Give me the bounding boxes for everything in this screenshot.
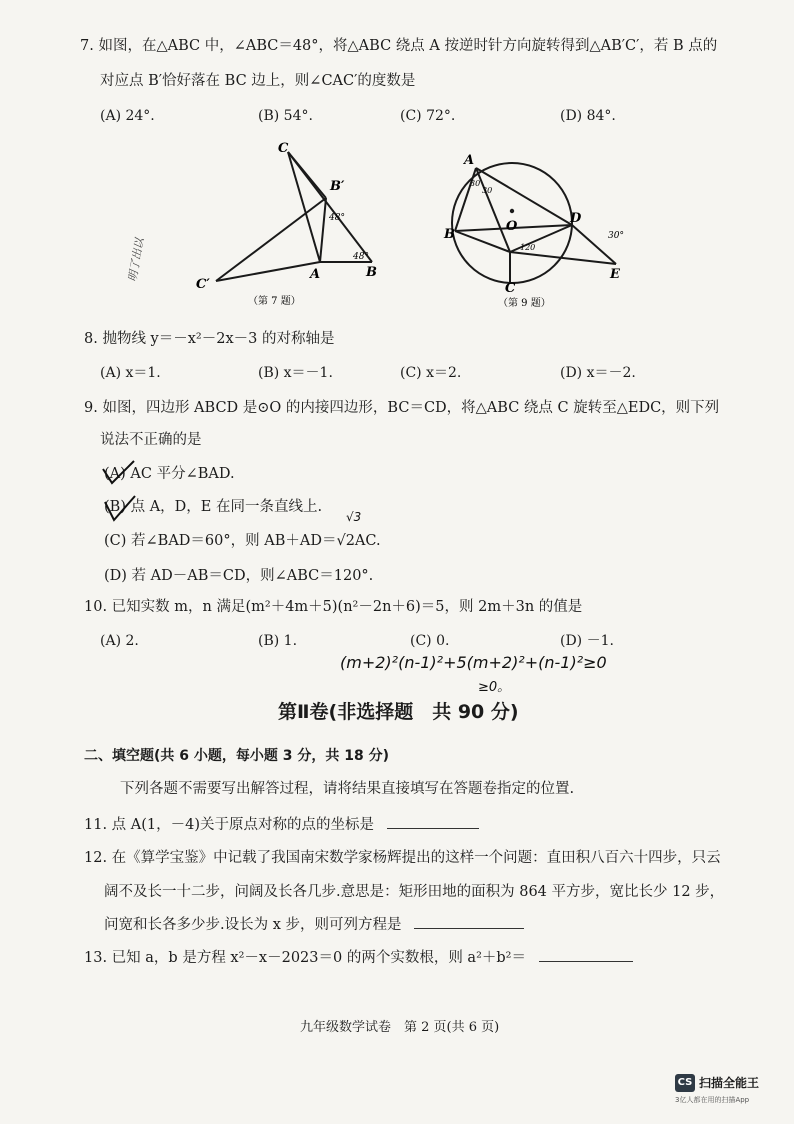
- q7-line1: 7. 如图，在△ABC 中，∠ABC＝48°，将△ABC 绕点 A 按逆时针方向旋转得到△AB′C′，若 B 点的: [80, 38, 718, 54]
- q8-option-d: (D) x＝－2.: [560, 365, 636, 381]
- fig7-caption: （第 7 题）: [248, 296, 301, 307]
- figure-q7: [190, 138, 400, 308]
- fig9-label-d: D: [570, 211, 582, 226]
- fig9-label-o: O: [506, 219, 518, 234]
- q7-option-b: (B) 54°.: [258, 108, 313, 124]
- q10-line1: 10. 已知实数 m，n 满足(m²＋4m＋5)(n²－2n＋6)＝5，则 2m＋3n 的值是: [84, 599, 583, 615]
- q10-option-b: (B) 1.: [258, 633, 298, 649]
- fig7-angle-mark-1: 48°: [329, 213, 345, 223]
- q8-option-b: (B) x＝－1.: [258, 365, 333, 381]
- handwritten-note: ≥0。: [478, 680, 511, 695]
- q11-answer-blank[interactable]: [387, 814, 479, 829]
- fig9-angle-mark-4: 30°: [608, 231, 624, 241]
- q12-line3: [104, 914, 524, 935]
- page-footer: 九年级数学试卷 第 2 页(共 6 页): [300, 1020, 500, 1035]
- q7-line2: 对应点 B′恰好落在 BC 边上，则∠CAC′的度数是: [100, 73, 416, 89]
- q12-line2: 阔不及长一十二步，问阔及长各几步.意思是：矩形田地的面积为 864 平方步，宽比长少 12 步，: [104, 884, 725, 900]
- fig9-label-c: C: [505, 281, 516, 296]
- fig9-label-b: B: [444, 227, 455, 242]
- q10-option-d: (D) －1.: [560, 633, 614, 649]
- camscanner-logo-icon: CS: [675, 1074, 695, 1092]
- fig9-angle-mark-1: 30: [470, 179, 481, 188]
- q12-answer-blank[interactable]: [414, 914, 524, 929]
- q11-prompt: 11. 点 A(1，－4)关于原点对称的点的坐标是: [84, 817, 375, 833]
- scanner-tagline: 3亿人都在用的扫描App: [675, 1096, 750, 1104]
- q7-option-c: (C) 72°.: [400, 108, 456, 124]
- q9-line2: 说法不正确的是: [100, 432, 202, 448]
- q12-prompt: 问宽和长各多少步.设长为 x 步，则可列方程是: [104, 917, 402, 933]
- q10-option-a: (A) 2.: [100, 633, 139, 649]
- check-mark-icon: [102, 494, 138, 524]
- q10-option-c: (C) 0.: [410, 633, 450, 649]
- fig9-caption: （第 9 题）: [498, 298, 551, 308]
- fig7-label-bprime: B′: [330, 179, 345, 194]
- part-2-heading: 二、填空题(共 6 小题，每小题 3 分，共 18 分): [84, 748, 390, 764]
- q8-line1: 8. 抛物线 y＝－x²－2x－3 的对称轴是: [84, 331, 335, 347]
- q13-answer-blank[interactable]: [539, 947, 633, 962]
- q9-option-a: (A) AC 平分∠BAD.: [104, 466, 235, 482]
- fig9-label-e: E: [610, 267, 620, 282]
- part-2-instruction: 下列各题不需要写出解答过程，请将结果直接填写在答题卷指定的位置.: [120, 781, 575, 797]
- q8-option-a: (A) x＝1.: [100, 365, 161, 381]
- section-2-title: 第Ⅱ卷(非选择题 共 90 分): [278, 701, 519, 723]
- q9-option-d: (D) 若 AD－AB＝CD，则∠ABC＝120°.: [104, 568, 374, 584]
- fig7-label-b: B: [366, 265, 377, 280]
- q13-prompt: 13. 已知 a，b 是方程 x²－x－2023＝0 的两个实数根，则 a²＋b²＝: [84, 950, 526, 966]
- handwritten-sqrt3: √3: [346, 510, 362, 524]
- q9-option-c: (C) 若∠BAD＝60°，则 AB＋AD＝√2AC.: [104, 533, 381, 549]
- fig9-angle-mark-2: 30: [482, 186, 493, 195]
- q7-option-d: (D) 84°.: [560, 108, 616, 124]
- fig7-label-a: A: [310, 267, 321, 282]
- q9-line1: 9. 如图，四边形 ABCD 是⊙O 的内接四边形，BC＝CD，将△ABC 绕点 C 旋转至△EDC，则下列: [84, 400, 720, 416]
- q12-line1: 12. 在《算学宝鉴》中记载了我国南宋数学家杨辉提出的这样一个问题：直田积八百六十四步，只云: [84, 850, 721, 866]
- fig7-label-c: C: [278, 141, 289, 156]
- check-mark-icon: [100, 459, 136, 487]
- q7-option-a: (A) 24°.: [100, 108, 155, 124]
- fig7-label-cprime: C′: [196, 277, 210, 292]
- handwritten-side-note: 明了出以: [125, 237, 147, 283]
- fig9-angle-mark-3: 120: [520, 243, 536, 252]
- scanner-app-name: 扫描全能王: [699, 1076, 760, 1090]
- figure-q9: [440, 138, 630, 308]
- q8-option-c: (C) x＝2.: [400, 365, 462, 381]
- fig7-angle-mark-2: 48°: [353, 252, 369, 262]
- fig9-label-a: A: [464, 153, 475, 168]
- q9-option-b: (B) 点 A，D，E 在同一条直线上.: [104, 499, 323, 515]
- handwritten-equation: (m+2)²(n-1)²+5(m+2)²+(n-1)²≥0: [340, 653, 607, 672]
- q11-text: [84, 814, 479, 835]
- q13-text: [84, 947, 633, 968]
